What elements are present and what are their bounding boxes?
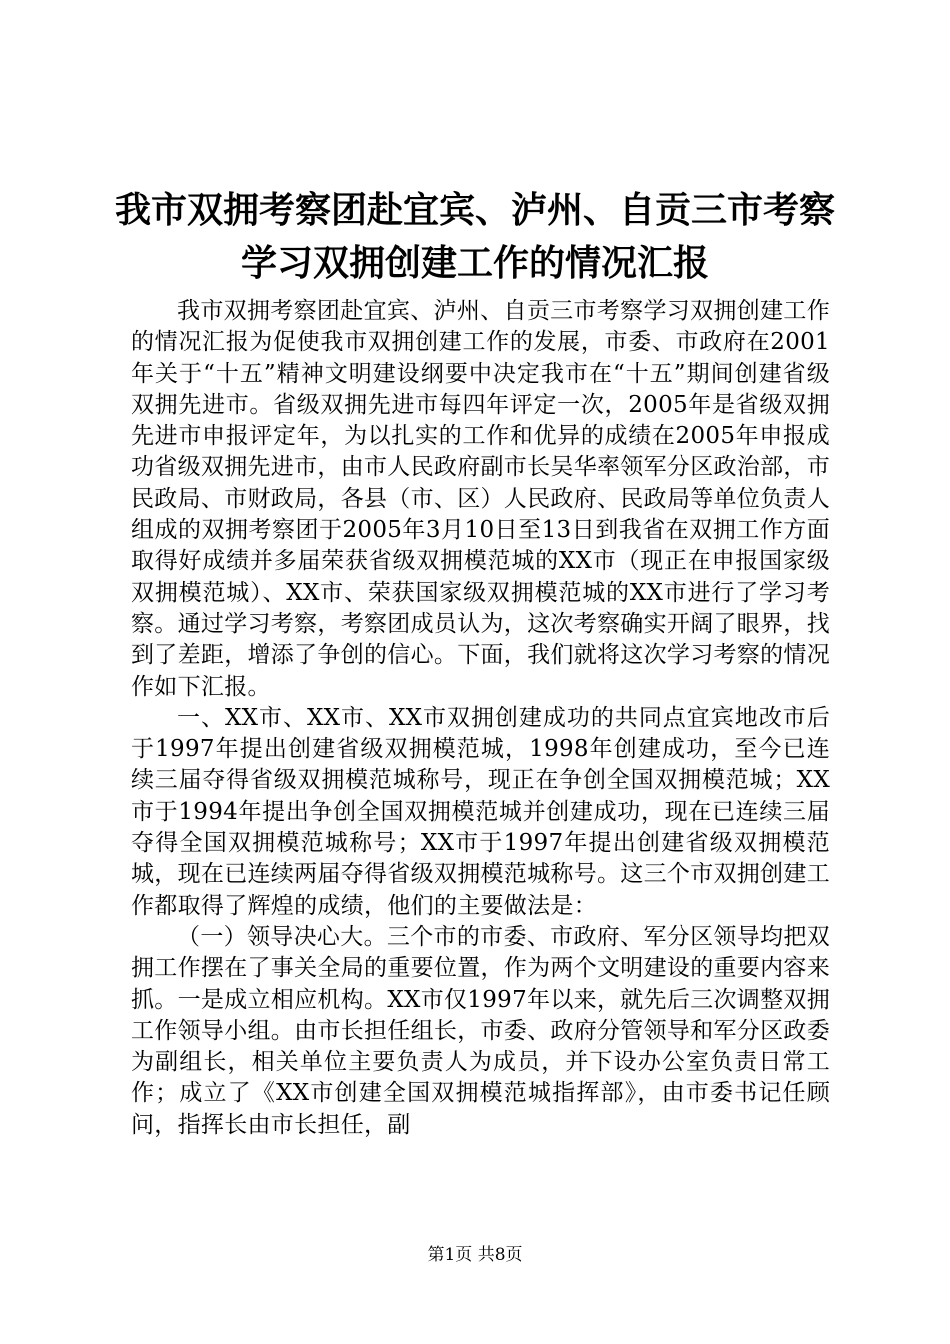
paragraph-intro: 我市双拥考察团赴宜宾、泸州、自贡三市考察学习双拥创建工作的情况汇报为促使我市双拥创建工作的发展，市委、市政府在2001年关于“十五”精神文明建设纲要中决定我市在“十五”期间创建省级双拥先进市。省级双拥先进市每四年评定一次，2005年是省级双拥先进市申报评定年，为以扎实的工作和优异的成绩在2005年申报成功省级双拥先进市，由市人民政府副市长吴华率领军分区政治部，市民政局、市财政局，各县（市、区）人民政府、民政局等单位负责人组成的双拥考察团于2005年3月10日至13日到我省在双拥工作方面取得好成绩并多届荣获省级双拥模范城的XX市（现正在申报国家级双拥模范城）、XX市、荣获国家级双拥模范城的XX市进行了学习考察。通过学习考察，考察团成员认为，这次考察确实开阔了眼界，找到了差距，增添了争创的信心。下面，我们就将这次学习考察的情况作如下汇报。 [131, 298, 830, 700]
document-title-line-1: 我市双拥考察团赴宜宾、泸州、自贡三市考察 [114, 189, 835, 231]
document-body [131, 296, 830, 1141]
document-title-line-2: 学习双拥创建工作的情况汇报 [240, 242, 709, 284]
paragraph-subsection-1: （一）领导决心大。三个市的市委、市政府、军分区领导均把双拥工作摆在了事关全局的重要位置，作为两个文明建设的重要内容来抓。一是成立相应机构。XX市仅1997年以来，就先后三次调整双拥工作领导小组。由市长担任组长，市委、政府分管领导和军分区政委为副组长，相关单位主要负责人为成员，并下设办公室负责日常工作；成立了《XX市创建全国双拥模范城指挥部》，由市委书记任顾问，指挥长由市长担任，副 [131, 923, 830, 1138]
paragraph-section-1: 一、XX市、XX市、XX市双拥创建成功的共同点宜宾地改市后于1997年提出创建省级双拥模范城，1998年创建成功，至今已连续三届夺得省级双拥模范城称号，现正在争创全国双拥模范城；XX市于1994年提出争创全国双拥模范城并创建成功，现在已连续三届夺得全国双拥模范城称号；XX市于1997年提出创建省级双拥模范城，现在已连续两届夺得省级双拥模范城称号。这三个市双拥创建工作都取得了辉煌的成绩，他们的主要做法是： [131, 704, 830, 919]
page-number-footer: 第1页 共8页 [427, 1245, 523, 1265]
